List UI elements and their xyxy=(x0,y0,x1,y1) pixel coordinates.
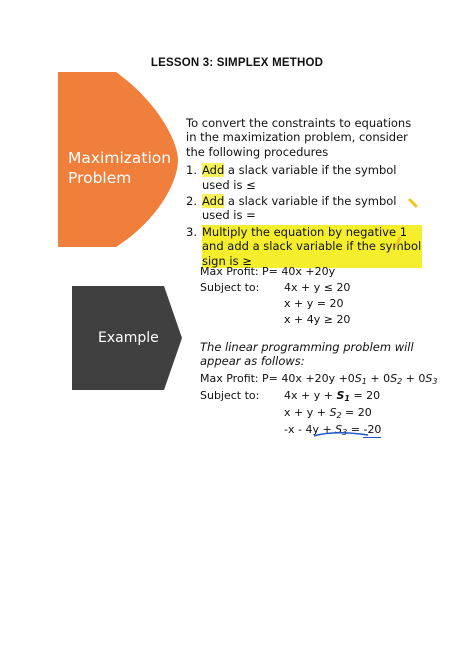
list-item: 1. Add a slack variable if the symbol used is ≤ xyxy=(186,163,397,192)
lp-constraint-3: $-x - 4y + S_3 = -20$ xyxy=(284,423,382,437)
intro-text: To convert the constraints to equations in the maximization problem, consider the following procedures xyxy=(186,116,412,159)
page-title: LESSON 3: SIMPLEX METHOD xyxy=(150,57,324,69)
lp-objective: $P= 40x +20y +0S_1 + 0S_2 + 0S_3$ xyxy=(262,372,438,386)
lp-constraint-1: $4x + y + S_1 = 20$ xyxy=(284,389,381,403)
highlight-add: Add xyxy=(202,194,225,209)
max-profit-label: Max Profit: xyxy=(200,265,259,278)
lp-constraint-2: $x + y + S_2 = 20$ xyxy=(284,406,372,420)
list-item: 3. Multiply the equation by negative 1 and add a slack variable if the symbol sign is ≥ xyxy=(186,224,422,268)
handwritten-underline xyxy=(312,428,372,440)
rhs-underlined: -20 xyxy=(363,423,382,436)
highlight-step3: Multiply the equation by negative 1 and add a slack variable if the symbol sign is ≥ xyxy=(202,224,422,268)
example-shape xyxy=(72,286,182,390)
maximization-label-line1: Maximization xyxy=(68,149,172,167)
lp-subject-label: Subject to: xyxy=(200,389,260,402)
maximization-label-line2: Problem xyxy=(68,169,132,187)
subject-to-label: Subject to: xyxy=(200,281,260,294)
lp-max-label: Max Profit: xyxy=(200,372,259,385)
constraint-2: x + y = 20 xyxy=(284,297,344,310)
constraint-1: 4x + y ≤ 20 xyxy=(284,281,351,294)
highlight-add: Add xyxy=(202,163,225,178)
maximization-shape xyxy=(58,72,178,247)
note-text: The linear programming problem will appear as follows: xyxy=(200,340,414,368)
highlighter-marks xyxy=(386,190,426,250)
objective-function: P= 40x +20y xyxy=(262,265,336,278)
problem-block xyxy=(200,264,440,328)
constraint-3: x + 4y ≥ 20 xyxy=(284,313,351,326)
example-label: Example xyxy=(98,330,159,346)
list-item: 2. Add a slack variable if the symbol used is = xyxy=(186,194,397,223)
